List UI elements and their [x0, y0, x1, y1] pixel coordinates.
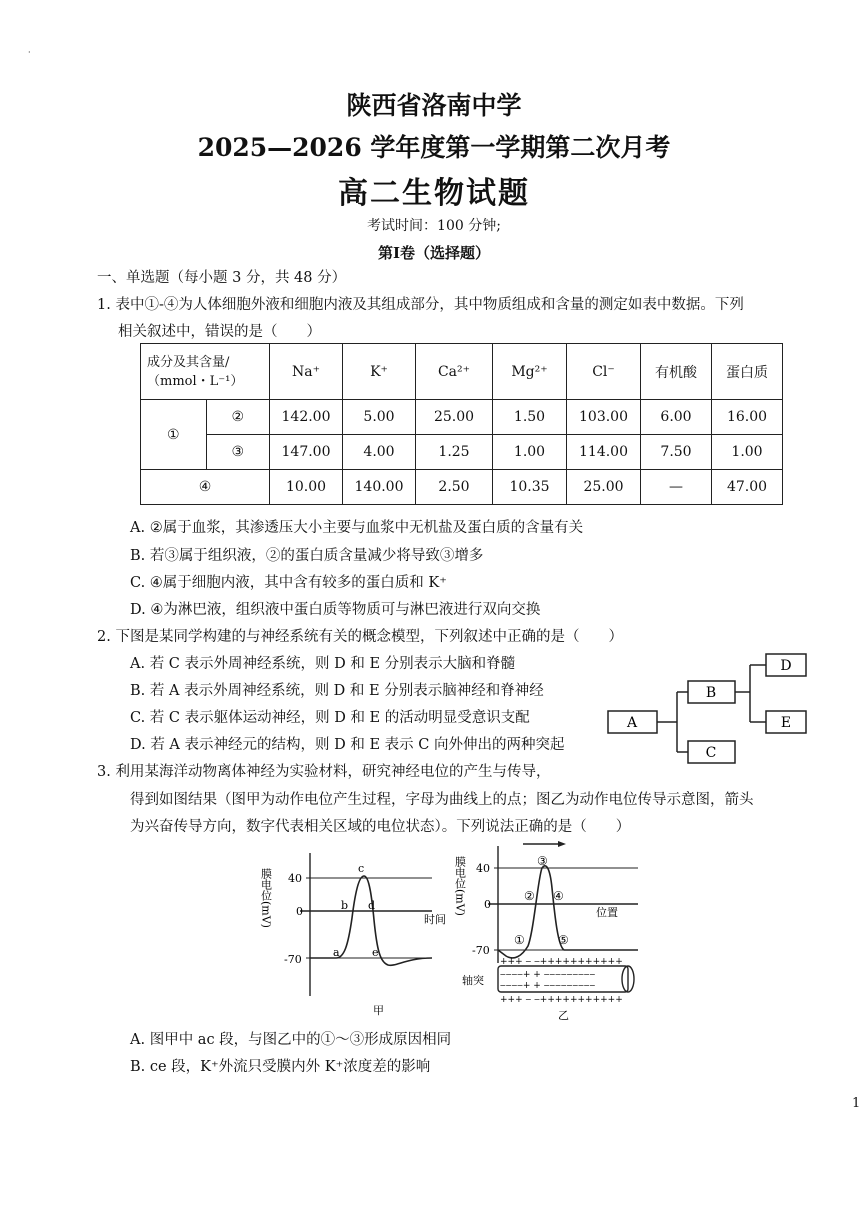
- col-header: Cl⁻: [567, 344, 641, 400]
- table-cell: 7.50: [641, 435, 712, 470]
- table-row: [141, 400, 783, 435]
- yi-caption: 乙: [558, 1009, 569, 1022]
- figure-jia: [260, 848, 460, 1018]
- table-row: [141, 435, 783, 470]
- table-cell: 147.00: [270, 435, 343, 470]
- figure-yi: [453, 838, 658, 1023]
- svg-text:膜电位(mV): 膜电位(mV): [259, 868, 273, 928]
- yi-axon-label: 轴突: [462, 974, 484, 987]
- q2-option-c[interactable]: C. 若 C 表示躯体运动神经，则 D 和 E 的活动明显受意识支配: [130, 710, 530, 726]
- col-header: Mg²⁺: [493, 344, 567, 400]
- q1-option-b[interactable]: B. 若③属于组织液，②的蛋白质含量减少将导致③增多: [130, 548, 484, 564]
- q1-option-a[interactable]: A. ②属于血浆，其渗透压大小主要与血浆中无机盐及蛋白质的含量有关: [130, 520, 584, 536]
- svg-text:C: C: [705, 745, 717, 761]
- q2-option-b[interactable]: B. 若 A 表示外周神经系统，则 D 和 E 分别表示脑神经和脊神经: [130, 683, 544, 699]
- conduction-arrow-icon: [558, 841, 566, 847]
- yi-charge-bottom: +++ ‒ ‒+++++++++++: [500, 995, 623, 1005]
- node-c: [688, 741, 735, 763]
- svg-text:膜电位(mV): 膜电位(mV): [453, 856, 467, 916]
- jia-caption: 甲: [373, 1004, 384, 1017]
- q1-stem-line2: 相关叙述中，错误的是（ ）: [118, 324, 321, 340]
- table-cell: 1.50: [493, 400, 567, 435]
- jia-point-e: e: [372, 946, 379, 959]
- yi-xlabel: 位置: [596, 906, 618, 919]
- jia-xlabel: 时间: [424, 913, 446, 926]
- q2-option-a[interactable]: A. 若 C 表示外周神经系统，则 D 和 E 分别表示大脑和脊髓: [130, 656, 516, 672]
- table-cell: 16.00: [712, 400, 783, 435]
- row-label: ④: [141, 470, 270, 505]
- q3-stem-line2: 得到如图结果（图甲为动作电位产生过程，字母为曲线上的点；图乙为动作电位传导示意图，箭头: [130, 792, 754, 808]
- table-header-label: 成分及其含量/ （mmol・L⁻¹）: [141, 344, 270, 400]
- jia-point-d: d: [368, 899, 376, 912]
- table-cell: 6.00: [641, 400, 712, 435]
- yi-point-2: ②: [524, 889, 535, 903]
- yi-point-1: ①: [514, 933, 525, 947]
- exam-time: 考试时间：100 分钟;: [367, 218, 501, 234]
- q1-stem-line1: 1. 表中①-④为人体细胞外液和细胞内液及其组成部分，其中物质组成和含量的测定如表中数据。下列: [97, 297, 744, 313]
- table-cell: 5.00: [343, 400, 416, 435]
- table-cell: —: [641, 470, 712, 505]
- table-row: [141, 470, 783, 505]
- q1-data-table: [140, 343, 783, 505]
- table-cell: 25.00: [567, 470, 641, 505]
- yi-charge-top: +++ ‒ ‒+++++++++++: [500, 957, 623, 967]
- table-cell: 1.00: [712, 435, 783, 470]
- table-cell: 1.25: [416, 435, 493, 470]
- jia-ylabel: [260, 867, 273, 928]
- node-e: [766, 711, 806, 733]
- col-header: 有机酸: [641, 344, 712, 400]
- corner-mark: ·: [28, 48, 31, 57]
- q2-stem: 2. 下图是某同学构建的与神经系统有关的概念模型，下列叙述中正确的是（ ）: [97, 629, 623, 645]
- table-cell: 142.00: [270, 400, 343, 435]
- page-number: 1: [852, 1096, 861, 1111]
- table-cell: 10.35: [493, 470, 567, 505]
- table-cell: 140.00: [343, 470, 416, 505]
- yi-point-3: ③: [537, 854, 548, 868]
- jia-tick-0: 0: [296, 905, 303, 918]
- svg-text:D: D: [780, 658, 792, 674]
- jia-point-c: c: [358, 862, 365, 875]
- node-a: [608, 711, 657, 733]
- yi-point-4: ④: [553, 889, 564, 903]
- jia-tick-neg70: -70: [284, 953, 302, 966]
- concept-model-diagram: [600, 650, 840, 770]
- row-label: ③: [206, 435, 269, 470]
- q2-option-d[interactable]: D. 若 A 表示神经元的结构，则 D 和 E 表示 C 向外伸出的两种突起: [130, 737, 565, 753]
- yi-charge-mid: ‒‒‒‒+ + ‒‒‒‒‒‒‒‒‒: [500, 970, 596, 980]
- q3-stem-line3: 为兴奋传导方向，数字代表相关区域的电位状态）。下列说法正确的是（ ）: [130, 819, 631, 835]
- q3-option-b[interactable]: B. ce 段，K⁺外流只受膜内外 K⁺浓度差的影响: [130, 1059, 431, 1075]
- volume-title: 第Ⅰ卷（选择题）: [377, 244, 491, 262]
- row-label: ②: [206, 400, 269, 435]
- table-cell: 47.00: [712, 470, 783, 505]
- school-title: 陕西省洛南中学: [346, 91, 522, 120]
- jia-point-b: b: [341, 899, 349, 912]
- q3-stem-line1: 3. 利用某海洋动物离体神经为实验材料，研究神经电位的产生与传导，: [97, 764, 551, 780]
- table-cell: 2.50: [416, 470, 493, 505]
- table-cell: 1.00: [493, 435, 567, 470]
- col-header: K⁺: [343, 344, 416, 400]
- table-cell: 10.00: [270, 470, 343, 505]
- table-cell: 114.00: [567, 435, 641, 470]
- section-heading: 一、单选题（每小题 3 分，共 48 分）: [97, 270, 347, 286]
- yi-tick-0: 0: [484, 898, 491, 911]
- jia-point-a: a: [333, 946, 340, 959]
- table-cell: 4.00: [343, 435, 416, 470]
- yi-charge-mid2: ‒‒‒‒+ + ‒‒‒‒‒‒‒‒‒: [500, 981, 596, 991]
- col-header: 蛋白质: [712, 344, 783, 400]
- svg-text:B: B: [705, 685, 717, 701]
- node-d: [766, 654, 806, 676]
- q3-option-a[interactable]: A. 图甲中 ac 段，与图乙中的①～③形成原因相同: [130, 1032, 452, 1048]
- q1-option-d[interactable]: D. ④为淋巴液，组织液中蛋白质等物质可与淋巴液进行双向交换: [130, 602, 541, 618]
- q1-option-c[interactable]: C. ④属于细胞内液，其中含有较多的蛋白质和 K⁺: [130, 575, 447, 591]
- jia-tick-40: 40: [288, 872, 302, 885]
- term-title: 2025—2026 学年度第一学期第二次月考: [197, 133, 671, 162]
- yi-ylabel: [454, 855, 467, 916]
- svg-text:E: E: [780, 715, 792, 731]
- col-header: Na⁺: [270, 344, 343, 400]
- group-label: ①: [141, 400, 207, 470]
- table-cell: 103.00: [567, 400, 641, 435]
- yi-tick-40: 40: [476, 862, 490, 875]
- yi-point-5: ⑤: [558, 933, 569, 947]
- yi-tick-neg70: -70: [472, 944, 490, 957]
- subject-title: 高二生物试题: [338, 176, 530, 211]
- node-b: [688, 681, 735, 703]
- col-header: Ca²⁺: [416, 344, 493, 400]
- table-cell: 25.00: [416, 400, 493, 435]
- svg-text:A: A: [626, 715, 638, 731]
